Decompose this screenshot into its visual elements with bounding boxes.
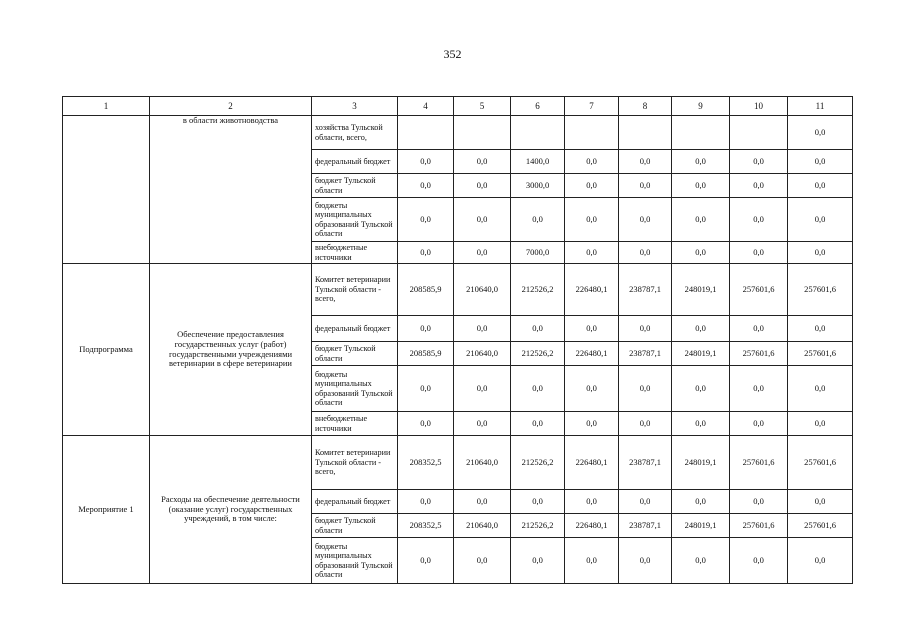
amount-cell: 0,0 bbox=[565, 174, 619, 198]
amount-cell: 0,0 bbox=[788, 116, 853, 150]
amount-cell: 212526,2 bbox=[511, 436, 565, 490]
table-row bbox=[63, 264, 853, 316]
column-header: 11 bbox=[788, 97, 853, 116]
amount-cell: 0,0 bbox=[730, 150, 788, 174]
amount-cell: 208585,9 bbox=[398, 264, 454, 316]
amount-cell: 0,0 bbox=[511, 538, 565, 584]
amount-cell: 0,0 bbox=[619, 198, 672, 242]
amount-cell: 0,0 bbox=[619, 150, 672, 174]
row-group-type: Мероприятие 1 bbox=[63, 436, 150, 584]
amount-cell: 0,0 bbox=[619, 490, 672, 514]
amount-cell: 257601,6 bbox=[730, 264, 788, 316]
table-row bbox=[63, 116, 853, 150]
amount-cell: 0,0 bbox=[619, 412, 672, 436]
amount-cell: 0,0 bbox=[511, 366, 565, 412]
amount-cell: 226480,1 bbox=[565, 342, 619, 366]
amount-cell bbox=[619, 116, 672, 150]
amount-cell: 0,0 bbox=[511, 198, 565, 242]
amount-cell: 0,0 bbox=[511, 490, 565, 514]
amount-cell: 226480,1 bbox=[565, 264, 619, 316]
column-header: 5 bbox=[454, 97, 511, 116]
amount-cell: 208352,5 bbox=[398, 436, 454, 490]
amount-cell: 0,0 bbox=[398, 412, 454, 436]
amount-cell: 0,0 bbox=[565, 412, 619, 436]
amount-cell: 0,0 bbox=[730, 242, 788, 264]
page-number: 352 bbox=[443, 47, 462, 61]
amount-cell: 0,0 bbox=[565, 366, 619, 412]
amount-cell: 0,0 bbox=[565, 242, 619, 264]
amount-cell: 0,0 bbox=[565, 538, 619, 584]
amount-cell: 238787,1 bbox=[619, 342, 672, 366]
table-row bbox=[63, 436, 853, 490]
amount-cell: 212526,2 bbox=[511, 264, 565, 316]
amount-cell: 0,0 bbox=[454, 412, 511, 436]
funding-source-label: бюджеты муниципальных образований Тульской области bbox=[312, 366, 398, 412]
amount-cell: 257601,6 bbox=[730, 342, 788, 366]
amount-cell: 0,0 bbox=[619, 316, 672, 342]
column-header: 6 bbox=[511, 97, 565, 116]
amount-cell: 0,0 bbox=[565, 490, 619, 514]
amount-cell: 212526,2 bbox=[511, 514, 565, 538]
amount-cell bbox=[398, 116, 454, 150]
amount-cell bbox=[672, 116, 730, 150]
column-header: 7 bbox=[565, 97, 619, 116]
amount-cell: 0,0 bbox=[730, 198, 788, 242]
amount-cell: 257601,6 bbox=[788, 514, 853, 538]
amount-cell: 3000,0 bbox=[511, 174, 565, 198]
amount-cell: 0,0 bbox=[454, 316, 511, 342]
amount-cell: 210640,0 bbox=[454, 514, 511, 538]
amount-cell: 0,0 bbox=[672, 174, 730, 198]
amount-cell: 0,0 bbox=[730, 412, 788, 436]
amount-cell: 0,0 bbox=[511, 412, 565, 436]
funding-source-label: Комитет ветеринарии Тульской области - всего, bbox=[312, 436, 398, 490]
amount-cell: 7000,0 bbox=[511, 242, 565, 264]
amount-cell: 0,0 bbox=[454, 490, 511, 514]
row-group-description: Обеспечение предоставления государственных услуг (работ) государственными учреждениями ветеринарии в сфере ветеринарии bbox=[150, 264, 312, 436]
amount-cell bbox=[730, 116, 788, 150]
amount-cell: 0,0 bbox=[788, 242, 853, 264]
amount-cell: 257601,6 bbox=[788, 264, 853, 316]
funding-source-label: хозяйства Тульской области, всего, bbox=[312, 116, 398, 150]
amount-cell: 0,0 bbox=[398, 242, 454, 264]
amount-cell: 1400,0 bbox=[511, 150, 565, 174]
amount-cell: 0,0 bbox=[454, 538, 511, 584]
funding-source-label: внебюджетные источники bbox=[312, 242, 398, 264]
amount-cell: 0,0 bbox=[672, 198, 730, 242]
amount-cell: 0,0 bbox=[511, 316, 565, 342]
amount-cell: 0,0 bbox=[788, 150, 853, 174]
funding-source-label: внебюджетные источники bbox=[312, 412, 398, 436]
amount-cell: 257601,6 bbox=[730, 514, 788, 538]
funding-source-label: бюджеты муниципальных образований Тульской области bbox=[312, 538, 398, 584]
amount-cell: 238787,1 bbox=[619, 264, 672, 316]
amount-cell: 226480,1 bbox=[565, 436, 619, 490]
amount-cell: 0,0 bbox=[672, 490, 730, 514]
column-header: 8 bbox=[619, 97, 672, 116]
amount-cell: 0,0 bbox=[672, 316, 730, 342]
funding-source-label: федеральный бюджет bbox=[312, 490, 398, 514]
amount-cell: 0,0 bbox=[788, 174, 853, 198]
amount-cell: 0,0 bbox=[788, 198, 853, 242]
amount-cell bbox=[454, 116, 511, 150]
amount-cell: 0,0 bbox=[619, 366, 672, 412]
column-header: 2 bbox=[150, 97, 312, 116]
amount-cell: 208585,9 bbox=[398, 342, 454, 366]
amount-cell: 257601,6 bbox=[730, 436, 788, 490]
amount-cell: 0,0 bbox=[730, 490, 788, 514]
amount-cell: 0,0 bbox=[730, 174, 788, 198]
row-group-description: Расходы на обеспечение деятельности (оказание услуг) государственных учреждений, в том числе: bbox=[150, 436, 312, 584]
amount-cell: 0,0 bbox=[454, 366, 511, 412]
amount-cell: 248019,1 bbox=[672, 264, 730, 316]
amount-cell: 248019,1 bbox=[672, 514, 730, 538]
amount-cell: 0,0 bbox=[788, 412, 853, 436]
amount-cell: 212526,2 bbox=[511, 342, 565, 366]
amount-cell: 0,0 bbox=[398, 490, 454, 514]
funding-source-label: федеральный бюджет bbox=[312, 150, 398, 174]
column-header: 10 bbox=[730, 97, 788, 116]
amount-cell: 0,0 bbox=[619, 242, 672, 264]
funding-source-label: бюджет Тульской области bbox=[312, 514, 398, 538]
amount-cell: 226480,1 bbox=[565, 514, 619, 538]
amount-cell: 0,0 bbox=[730, 316, 788, 342]
amount-cell: 0,0 bbox=[788, 316, 853, 342]
amount-cell: 210640,0 bbox=[454, 436, 511, 490]
amount-cell: 0,0 bbox=[565, 198, 619, 242]
funding-source-label: федеральный бюджет bbox=[312, 316, 398, 342]
row-group-type: Подпрограмма bbox=[63, 264, 150, 436]
row-group-description: в области животноводства bbox=[150, 116, 312, 264]
amount-cell: 0,0 bbox=[672, 150, 730, 174]
amount-cell: 208352,5 bbox=[398, 514, 454, 538]
amount-cell bbox=[565, 116, 619, 150]
amount-cell: 210640,0 bbox=[454, 264, 511, 316]
amount-cell: 0,0 bbox=[565, 150, 619, 174]
amount-cell: 0,0 bbox=[788, 538, 853, 584]
amount-cell: 0,0 bbox=[672, 412, 730, 436]
amount-cell: 0,0 bbox=[788, 490, 853, 514]
row-group-type bbox=[63, 116, 150, 264]
header-row bbox=[63, 97, 853, 116]
amount-cell: 0,0 bbox=[454, 242, 511, 264]
amount-cell: 0,0 bbox=[730, 538, 788, 584]
amount-cell: 0,0 bbox=[565, 316, 619, 342]
amount-cell: 0,0 bbox=[730, 366, 788, 412]
amount-cell: 0,0 bbox=[398, 174, 454, 198]
amount-cell: 0,0 bbox=[619, 174, 672, 198]
amount-cell: 0,0 bbox=[672, 242, 730, 264]
amount-cell: 257601,6 bbox=[788, 342, 853, 366]
amount-cell: 257601,6 bbox=[788, 436, 853, 490]
amount-cell: 0,0 bbox=[672, 538, 730, 584]
amount-cell: 210640,0 bbox=[454, 342, 511, 366]
amount-cell: 0,0 bbox=[398, 150, 454, 174]
amount-cell: 0,0 bbox=[398, 316, 454, 342]
column-header: 4 bbox=[398, 97, 454, 116]
amount-cell bbox=[511, 116, 565, 150]
amount-cell: 0,0 bbox=[398, 198, 454, 242]
amount-cell: 238787,1 bbox=[619, 514, 672, 538]
funding-source-label: бюджет Тульской области bbox=[312, 174, 398, 198]
funding-source-label: бюджеты муниципальных образований Тульской области bbox=[312, 198, 398, 242]
amount-cell: 248019,1 bbox=[672, 436, 730, 490]
column-header: 1 bbox=[63, 97, 150, 116]
funding-source-label: Комитет ветеринарии Тульской области - всего, bbox=[312, 264, 398, 316]
amount-cell: 0,0 bbox=[454, 174, 511, 198]
amount-cell: 0,0 bbox=[619, 538, 672, 584]
amount-cell: 0,0 bbox=[398, 538, 454, 584]
column-header: 3 bbox=[312, 97, 398, 116]
funding-source-label: бюджет Тульской области bbox=[312, 342, 398, 366]
budget-table bbox=[62, 96, 853, 584]
amount-cell: 0,0 bbox=[454, 198, 511, 242]
amount-cell: 238787,1 bbox=[619, 436, 672, 490]
amount-cell: 248019,1 bbox=[672, 342, 730, 366]
amount-cell: 0,0 bbox=[672, 366, 730, 412]
amount-cell: 0,0 bbox=[398, 366, 454, 412]
column-header: 9 bbox=[672, 97, 730, 116]
amount-cell: 0,0 bbox=[454, 150, 511, 174]
amount-cell: 0,0 bbox=[788, 366, 853, 412]
